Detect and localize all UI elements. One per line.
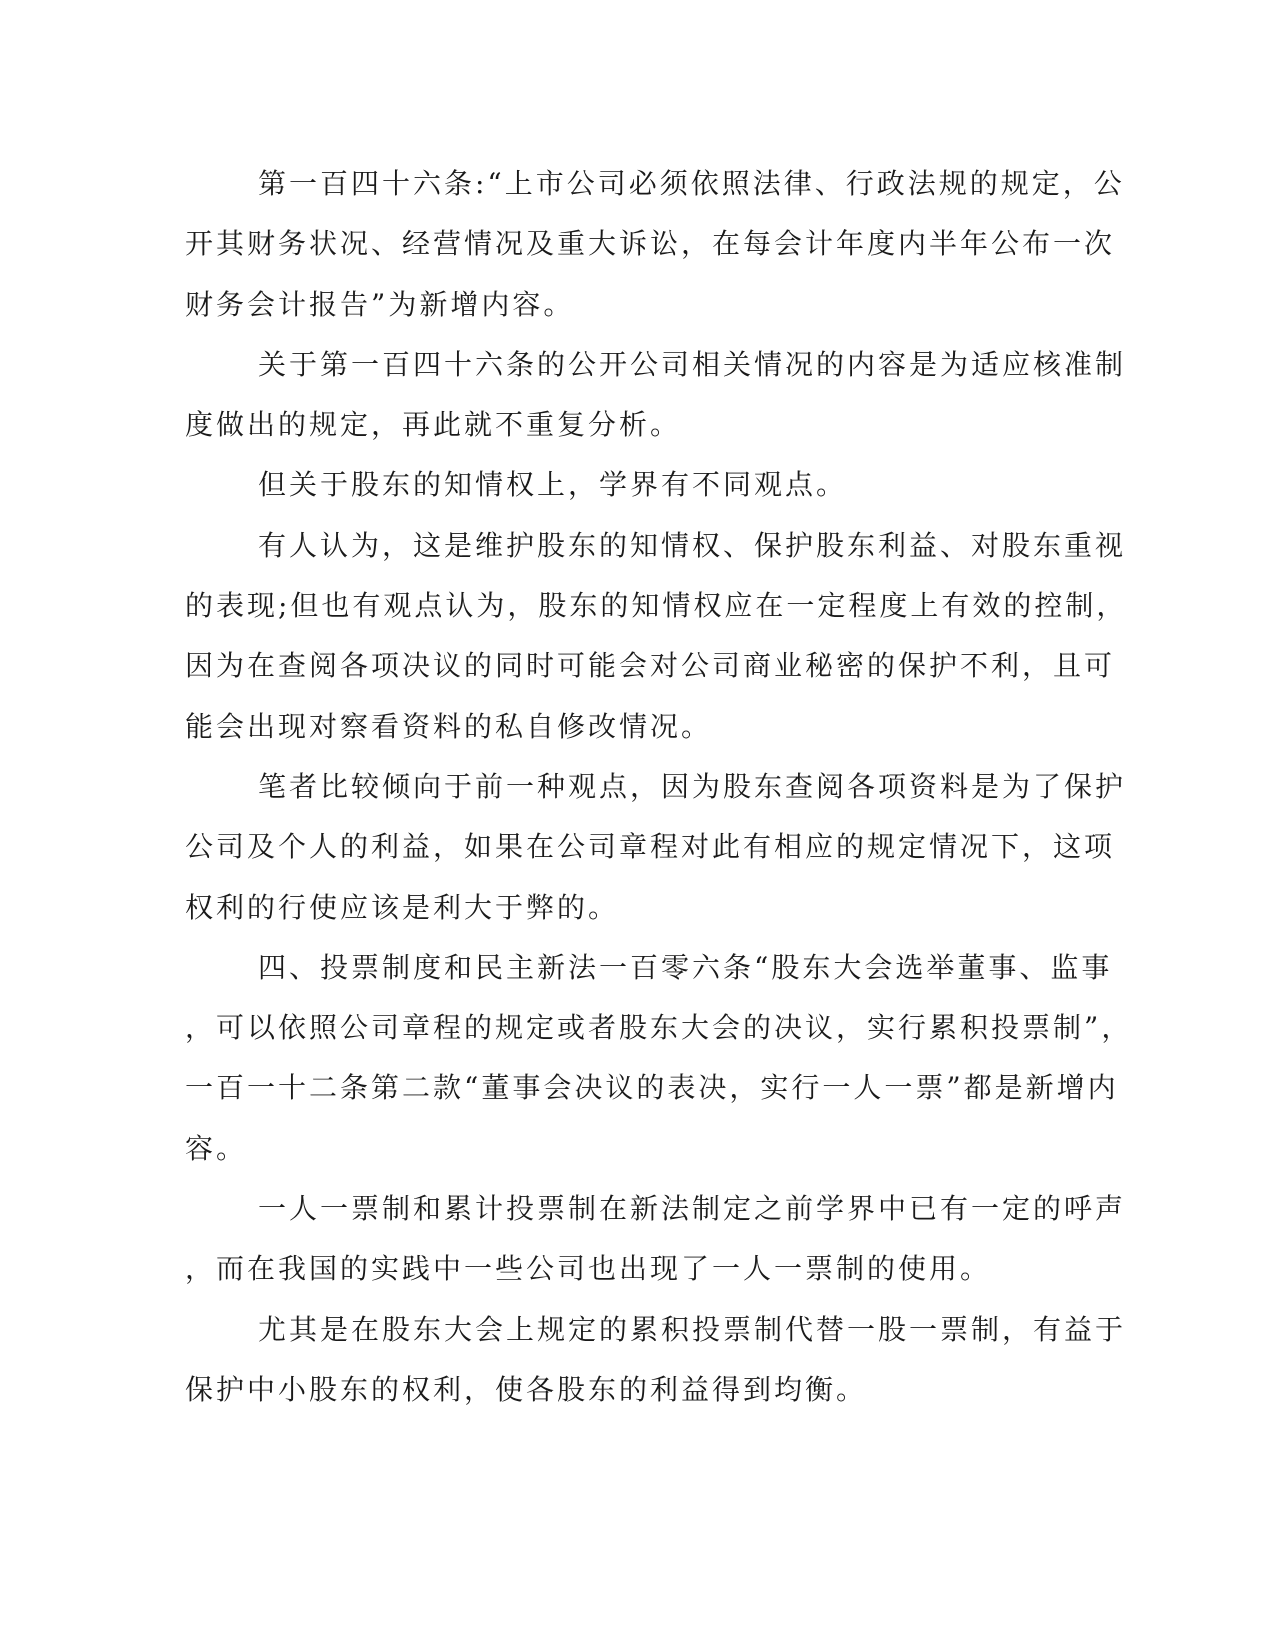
- paragraph-line: 保护中小股东的权利，使各股东的利益得到均衡。: [185, 1372, 868, 1406]
- paragraph-line: 第一百四十六条:“上市公司必须依照法律、行政法规的规定，公: [258, 167, 1125, 200]
- paragraph-line: 有人认为，这是维护股东的知情权、保护股东利益、对股东重视: [258, 528, 1127, 562]
- paragraph-line: 笔者比较倾向于前一种观点，因为股东查阅各项资料是为了保护: [258, 769, 1127, 803]
- paragraph-line: 尤其是在股东大会上规定的累积投票制代替一股一票制，有益于: [258, 1312, 1127, 1346]
- paragraph-line: 容。: [185, 1131, 248, 1165]
- paragraph-line: 四、投票制度和民主新法一百零六条“股东大会选举董事、监事: [258, 950, 1113, 984]
- paragraph-2: [185, 335, 1127, 456]
- paragraph-line: ，而在我国的实践中一些公司也出现了一人一票制的使用。: [185, 1252, 992, 1286]
- paragraph-line: 能会出现对察看资料的私自修改情况。: [185, 709, 713, 743]
- paragraph-4: [185, 516, 1128, 757]
- paragraph-7: [185, 1179, 1127, 1300]
- paragraph-line: ，可以依照公司章程的规定或者股东大会的决议，实行累积投票制”，: [185, 1011, 1133, 1045]
- paragraph-line: 的表现;但也有观点认为，股东的知情权应在一定程度上有效的控制，: [185, 589, 1128, 623]
- paragraph-line: 度做出的规定，再此就不重复分析。: [185, 408, 682, 442]
- paragraph-line: 一人一票制和累计投票制在新法制定之前学界中已有一定的呼声: [258, 1192, 1127, 1226]
- paragraph-3: [185, 455, 1035, 515]
- paragraph-line: 因为在查阅各项决议的同时可能会对公司商业秘密的保护不利，且可: [185, 649, 1116, 683]
- document-body: [185, 154, 1133, 1420]
- paragraph-line: 权利的行使应该是利大于弊的。: [185, 890, 620, 924]
- paragraph-line: 公司及个人的利益，如果在公司章程对此有相应的规定情况下，这项: [185, 830, 1116, 864]
- paragraph-line: 开其财务状况、经营情况及重大诉讼，在每会计年度内半年公布一次: [185, 227, 1116, 261]
- paragraph-1: [185, 154, 1125, 335]
- paragraph-line: 但关于股东的知情权上，学界有不同观点。: [258, 468, 848, 502]
- paragraph-line: 财务会计报告”为新增内容。: [185, 287, 575, 321]
- paragraph-line: 关于第一百四十六条的公开公司相关情况的内容是为适应核准制: [258, 347, 1127, 381]
- paragraph-5: [185, 757, 1127, 938]
- paragraph-8: [185, 1300, 1127, 1421]
- paragraph-6: [185, 938, 1133, 1179]
- paragraph-line: 一百一十二条第二款“董事会决议的表决，实行一人一票”都是新增内: [185, 1071, 1119, 1105]
